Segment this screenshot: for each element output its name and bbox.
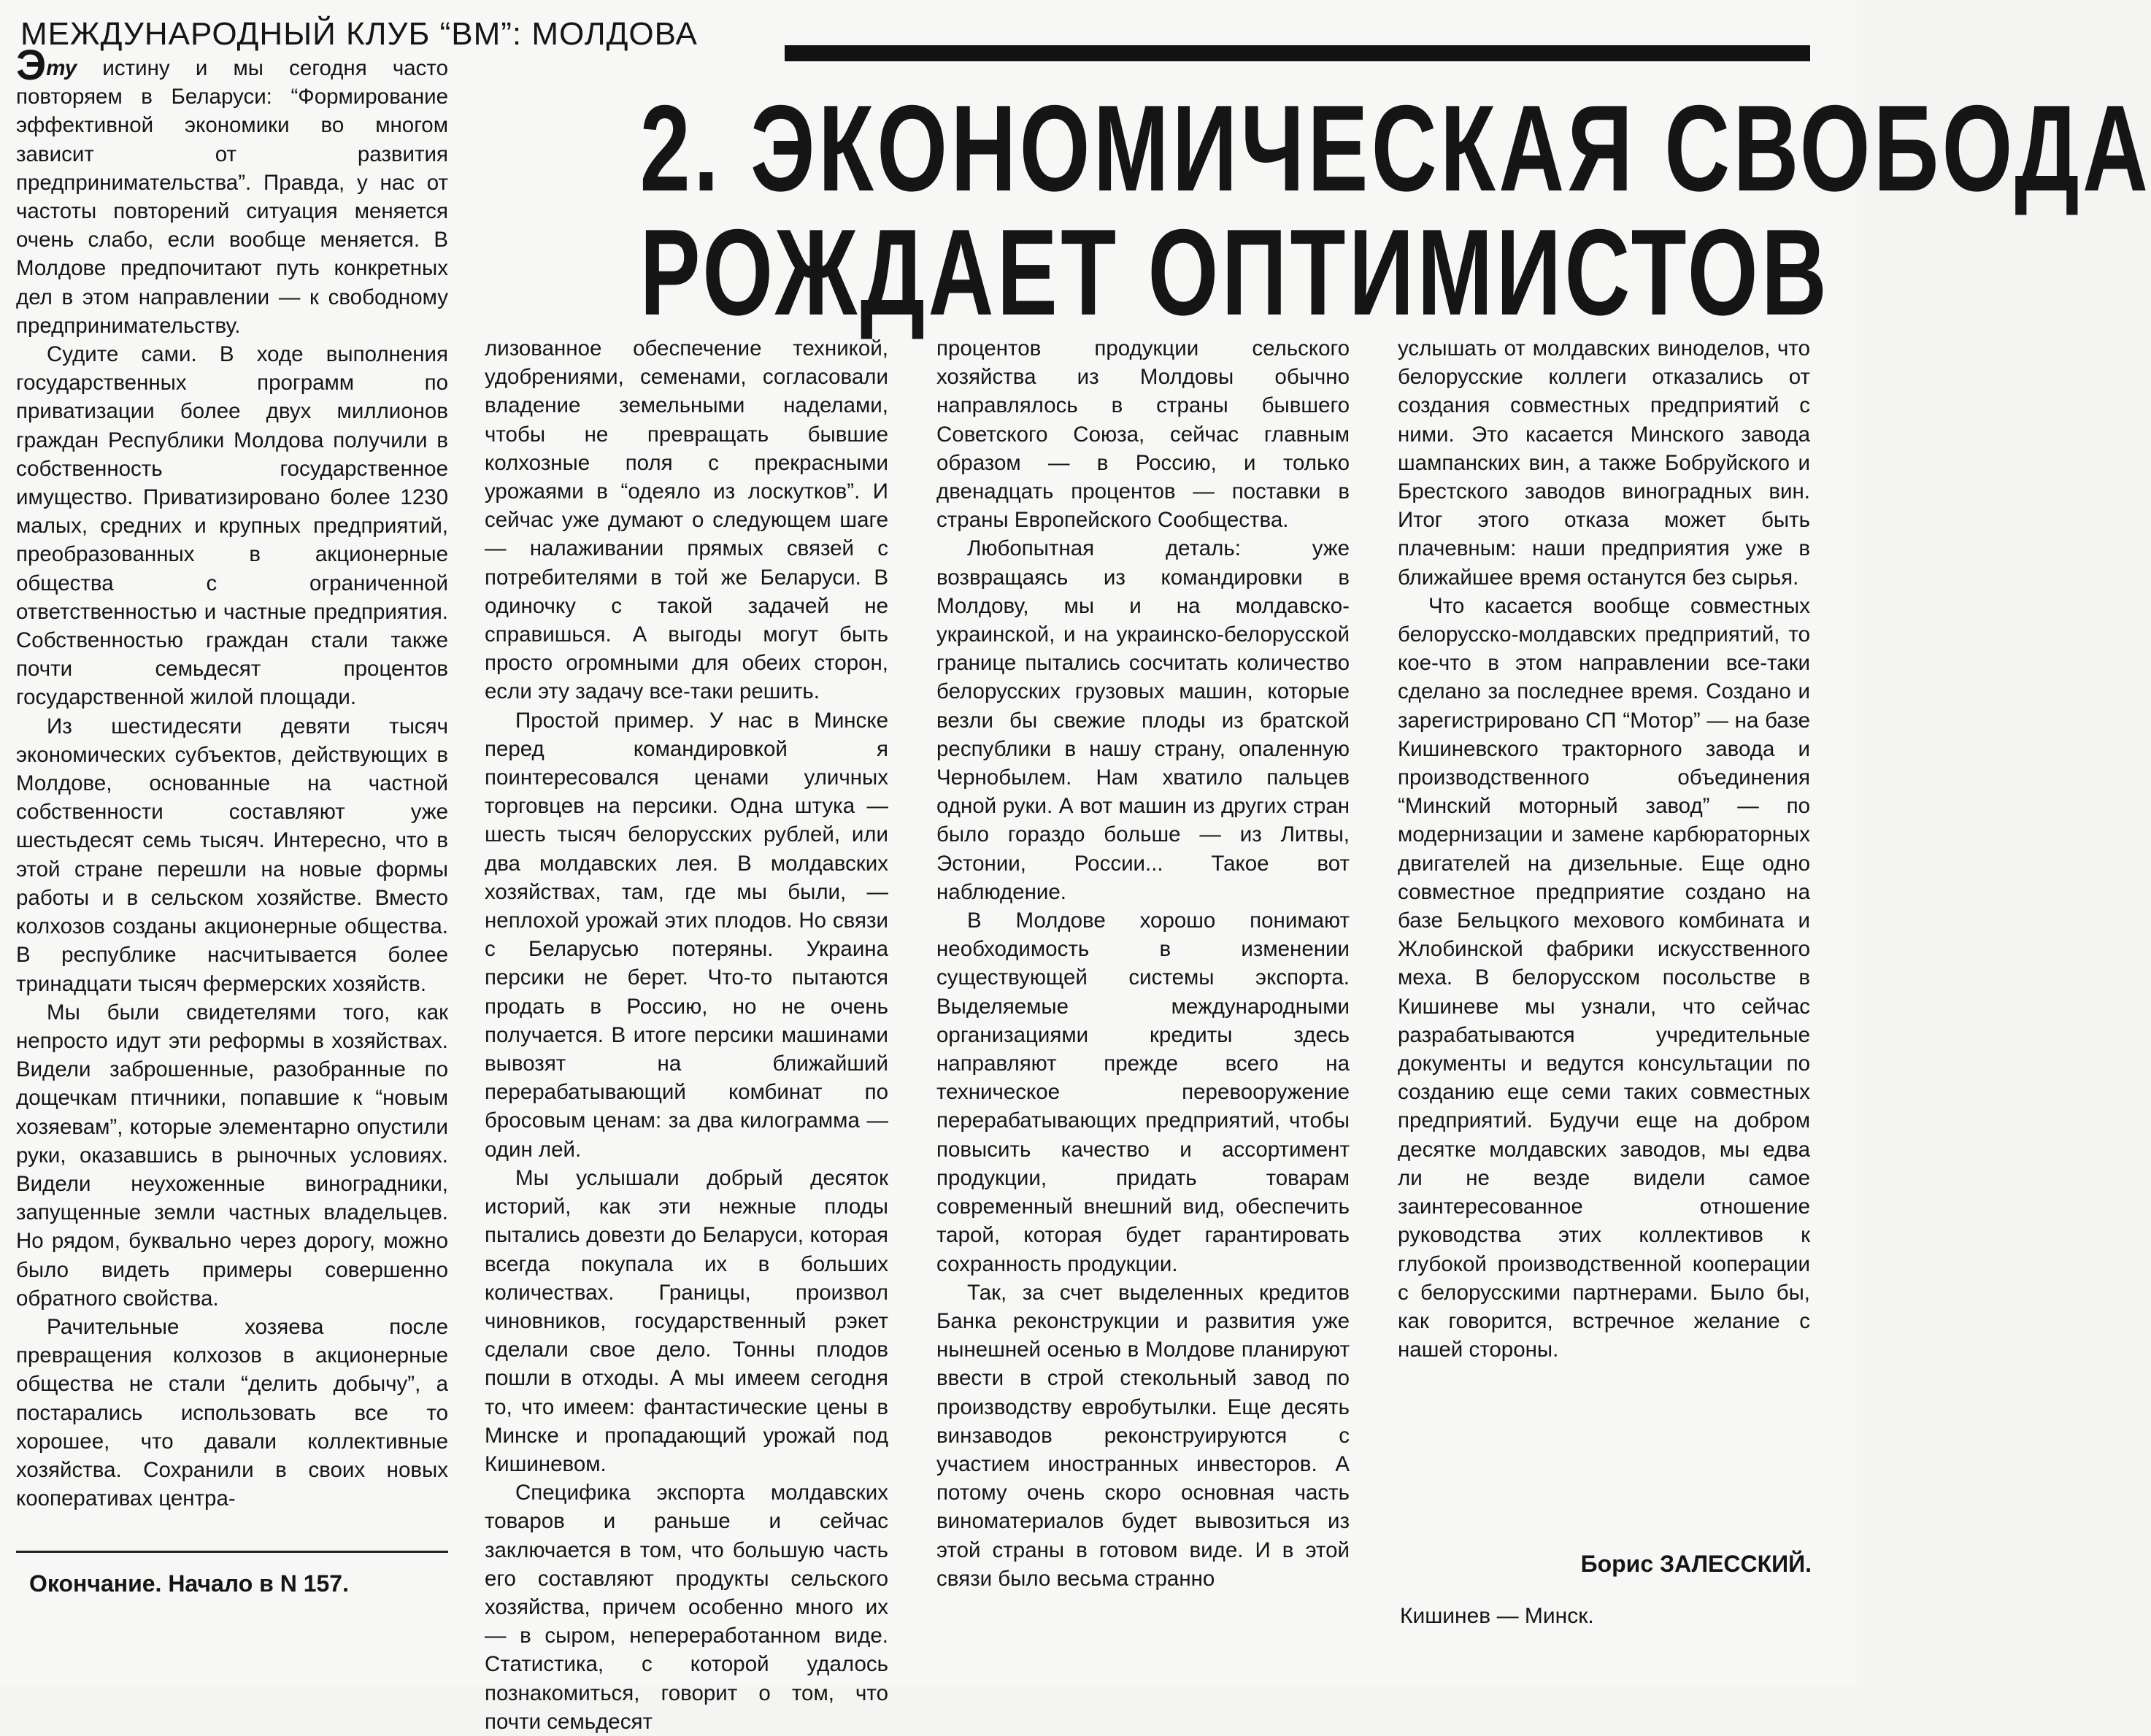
rubric-rule xyxy=(785,45,1810,61)
paragraph xyxy=(16,42,448,340)
section-rubric: МЕЖДУНАРОДНЫЙ КЛУБ “ВМ”: МОЛДОВА xyxy=(20,16,698,52)
paragraph: Мы услышали добрый десяток историй, как эти нежные плоды пытались довезти до Беларуси, которая всегда покупала их в больших количествах. Границы, произвол чиновников, государственный рэкет сделали свое дело. Тонны плодов пошли в отходы. А мы имеем сегодня то, что имеем: фантастические цены в Минске и пропадающий урожай под Кишиневом. xyxy=(485,1165,888,1476)
author-signature: Борис ЗАЛЕССКИЙ. xyxy=(1580,1551,1812,1577)
text-column-4 xyxy=(1398,334,1810,1648)
text-column-3 xyxy=(936,334,1350,1648)
drop-cap-tail: ту xyxy=(46,56,77,80)
dateline: Кишинев — Минск. xyxy=(1400,1604,1594,1628)
headline-line-2: РОЖДАЕТ ОПТИМИСТОВ xyxy=(639,204,1831,341)
paragraph: услышать от молдавских виноделов, что белорусские коллеги отказались от создания совместных предприятий с ними. Это касается Минского завода шампанских вин, а также Бобруйского и Брестского заводов виноградных вин. Итог этого отказа может быть плачевным: наши предприятия уже в ближайшее время останутся без сырья. xyxy=(1398,336,1810,590)
text-column-1 xyxy=(16,42,448,1583)
paragraph: процентов продукции сельского хозяйства из Молдовы обычно направлялось в страны бывшего Советского Союза, сейчас главным образом — в Россию, и только двенадцать процентов — поставки в страны Европейского Сообщества. xyxy=(936,336,1350,533)
drop-cap: Э xyxy=(16,42,47,89)
paragraph: Из шестидесяти девяти тысяч экономических субъектов, действующих в Молдове, основанные на частной собственности составляют уже шестьдесят семь тысяч. Интересно, что в этой стране перешли на новые формы работы и в сельском хозяйстве. Вместо колхозов созданы акционерные общества. В республике насчитывается более тринадцати тысяч фермерских хозяйств. xyxy=(16,714,448,996)
paragraph: Рачительные хозяева после превращения колхозов в акционерные общества не стали “делить добычу”, а постарались использовать все то хорошее, что давали коллективные хозяйства. Сохранили в своих новых кооперативах центра- xyxy=(16,1314,448,1511)
paragraph: Любопытная деталь: уже возвращаясь из командировки в Молдову, мы и на молдавско-украинской, и на украинско-белорусской границе пытались сосчитать количество белорусских грузовых машин, которые везли бы свежие плоды из братской республики в нашу страну, опаленную Чернобылем. Нам хватило пальцев одной руки. А вот машин из других стран было гораздо больше — из Литвы, Эстонии, России... Такое вот наблюдение. xyxy=(936,536,1350,904)
text-column-2 xyxy=(485,334,888,1734)
paragraph: Так, за счет выделенных кредитов Банка реконструкции и развития уже нынешней осенью в Молдове планируют ввести в строй стекольный завод по производству евробутылки. Еще десять винзаводов реконструируются с участием иностранных инвесторов. А потому очень скоро основная часть виноматериалов будет вывозиться из этой страны в готовом виде. И в этой связи было весьма странно xyxy=(936,1280,1350,1591)
paragraph: Специфика экспорта молдавских товаров и раньше и сейчас заключается в том, что большую часть его составляют продукты сельского хозяйства, причем особенно много их — в сыром, непереработанном виде. Статистика, с которой удалось познакомиться, говорит о том, что почти семьдесят xyxy=(485,1481,888,1734)
column-end-rule xyxy=(16,1551,448,1553)
paragraph-text: истину и мы сегодня часто повторяем в Беларуси: “Формирование эффективной экономики во многом зависит от развития предпринимательства”. Правда, у нас от частоты повторений ситуация меняется очень слабо, если вообще меняется. В Молдове предпочитают путь конкретных дел в этом направлении — к свободному предпринимательству. xyxy=(16,56,448,338)
paragraph: Мы были свидетелями того, как непросто идут эти реформы в хозяйствах. Видели заброшенные, разобранные по дощечкам птичники, попавшие к “новым хозяевам”, которые элементарно опустили руки, оказавшись в рыночных условиях. Видели неухоженные виноградники, запущенные земли частных владельцев. Но рядом, буквально через дорогу, можно было видеть примеры совершенно обратного свойства. xyxy=(16,1000,448,1311)
paragraph: лизованное обеспечение техникой, удобрениями, семенами, согласовали владение земельными наделами, чтобы не превращать бывшие колхозные поля с прекрасными урожаями в “одеяло из лоскутков”. И сейчас уже думают о следующем шаге — налаживании прямых связей с потребителями в той же Беларуси. В одиночку с такой задачей не справишься. А выгоды могут быть просто огромными для обеих сторон, если эту задачу все-таки решить. xyxy=(485,336,888,704)
paragraph: Простой пример. У нас в Минске перед командировкой я поинтересовался ценами уличных торговцев на персики. Одна штука — шесть тысяч белорусских рублей, или два молдавских лея. В молдавских хозяйствах, там, где мы были, — неплохой урожай этих плодов. Но связи с Беларусью потеряны. Украина персики не берет. Что-то пытаются продать в Россию, но не очень получается. В итоге персики машинами вывозят на ближайший перерабатывающий комбинат по бросовым ценам: за два килограмма — один лей. xyxy=(485,708,888,1162)
paragraph: В Молдове хорошо понимают необходимость в изменении существующей системы экспорта. Выделяемые международными организациями кредиты здесь направляют прежде всего на техническое перевооружение перерабатывающих предприятий, чтобы повысить качество и ассортимент продукции, придать товарам современный внешний вид, обеспечить тарой, которая будет гарантировать сохранность продукции. xyxy=(936,908,1350,1276)
paragraph: Что касается вообще совместных белорусско-молдавских предприятий, то кое-что в этом направлении все-таки сделано за последнее время. Создано и зарегистрировано СП “Мотор” — на базе Кишиневского тракторного завода и производственного объединения “Минский моторный завод” — по модернизации и замене карбюраторных двигателей на дизельные. Еще одно совместное предприятие создано на базе Бельцкого мехового комбината и Жлобинской фабрики искусственного меха. В белорусском посольстве в Кишиневе мы узнали, что сейчас разрабатываются учредительные документы и ведутся консультации по созданию еще семи таких совместных предприятий. Будучи еще на добром десятке молдавских заводов, мы едва ли не везде видели самое заинтересованное отношение руководства этих коллективов к глубокой производственной кооперации с белорусскими партнерами. Было бы, как говорится, встречное желание с нашей стороны. xyxy=(1398,593,1810,1362)
headline-line-1: 2. ЭКОНОМИЧЕСКАЯ СВОБОДА xyxy=(639,80,2151,217)
continuation-note: Окончание. Начало в N 157. xyxy=(29,1570,349,1597)
paragraph: Судите сами. В ходе выполнения государственных программ по приватизации более двух миллионов граждан Республики Молдова получили в собственность государственное имущество. Приватизировано более 1230 малых, средних и крупных предприятий, преобразованных в акционерные общества с ограниченной ответственностью и частные предприятия. Собственностью граждан стали также почти семьдесят процентов государственной жилой площади. xyxy=(16,342,448,710)
article-headline xyxy=(639,80,2151,341)
